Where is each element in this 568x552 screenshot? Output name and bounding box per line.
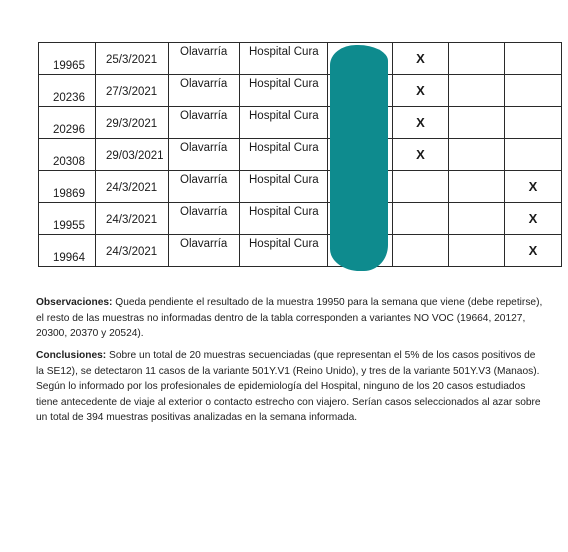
sample-id-cell-text: 19869	[53, 188, 85, 200]
table-row	[39, 139, 562, 171]
variant-cell-1	[393, 75, 449, 107]
sample-id-cell-text: 20308	[53, 156, 85, 168]
variant-cell-1	[393, 139, 449, 171]
sample-id-cell-text: 20236	[53, 92, 85, 104]
table-row	[39, 75, 562, 107]
city-cell	[169, 43, 240, 75]
observaciones-label: Observaciones:	[36, 297, 113, 308]
hospital-cell	[240, 235, 328, 267]
date-cell	[96, 75, 169, 107]
city-cell	[169, 107, 240, 139]
city-cell-text: Olavarría	[180, 46, 228, 58]
date-cell	[96, 107, 169, 139]
city-cell	[169, 171, 240, 203]
hospital-cell-text: Hospital Cura	[249, 174, 319, 186]
variant-cell-2	[449, 75, 505, 107]
sample-id-cell	[39, 203, 96, 235]
observaciones-text: Queda pendiente el resultado de la muestra 19950 para la semana que viene (debe repetirse), el resto de las muestras no informadas dentro de la tabla corresponden a variantes NO VOC (19664, 20127, 20300, 20370 y 20524).	[36, 297, 543, 339]
x-mark: X	[416, 51, 425, 66]
hospital-cell	[240, 171, 328, 203]
table-row	[39, 43, 562, 75]
date-cell-text: 24/3/2021	[106, 182, 158, 194]
date-cell-text: 27/3/2021	[106, 86, 158, 98]
city-cell-text: Olavarría	[180, 110, 228, 122]
date-cell-text: 25/3/2021	[106, 54, 158, 66]
conclusiones-text: Sobre un total de 20 muestras secuenciadas (que representan el 5% de los casos positivos de la SE12), se detectaron 11 casos de la variante 501Y.V1 (Reino Unido), y tres de la variante 501Y.V3 (Manaos). Según lo informado por los profesionales de epidemiología del Hospital, ninguno de los 20 casos estudiados tiene antecedente de viaje al exterior o contacto estrecho con viajero. Serían casos seleccionados al azar sobre un total de 394 muestras positivas analizadas en la semana informada.	[36, 350, 541, 423]
hospital-cell	[240, 43, 328, 75]
x-mark: X	[528, 243, 538, 258]
variant-cell-1	[393, 107, 449, 139]
city-cell-text: Olavarría	[180, 78, 228, 90]
hospital-cell-text: Hospital Cura	[249, 238, 319, 250]
variant-cell-3	[505, 139, 562, 171]
conclusiones-paragraph	[36, 348, 546, 426]
variant-cell-2	[449, 203, 505, 235]
sample-id-cell	[39, 75, 96, 107]
sample-id-cell-text: 20296	[53, 124, 85, 136]
variant-cell-3	[505, 171, 562, 203]
date-cell	[96, 139, 169, 171]
hospital-cell	[240, 139, 328, 171]
conclusiones-label: Conclusiones:	[36, 350, 107, 361]
variant-cell-1	[393, 171, 449, 203]
date-cell-text: 24/3/2021	[106, 214, 158, 226]
city-cell	[169, 139, 240, 171]
date-cell	[96, 235, 169, 267]
variant-cell-3	[505, 75, 562, 107]
date-cell	[96, 203, 169, 235]
date-cell-text: 29/3/2021	[106, 118, 158, 130]
hospital-cell-text: Hospital Cura	[249, 78, 319, 90]
sample-id-cell	[39, 139, 96, 171]
variant-cell-2	[449, 107, 505, 139]
table-row	[39, 235, 562, 267]
date-cell-text: 24/3/2021	[106, 246, 158, 258]
hospital-cell-text: Hospital Cura	[249, 46, 319, 58]
variant-cell-3	[505, 107, 562, 139]
hospital-cell-text: Hospital Cura	[249, 206, 319, 218]
variant-cell-3	[505, 203, 562, 235]
sample-id-cell	[39, 235, 96, 267]
observaciones-paragraph	[36, 295, 546, 342]
sample-id-cell	[39, 107, 96, 139]
sample-id-cell	[39, 171, 96, 203]
variant-cell-3	[505, 235, 562, 267]
hospital-cell	[240, 203, 328, 235]
city-cell-text: Olavarría	[180, 142, 228, 154]
x-mark: X	[416, 83, 425, 98]
variant-cell-2	[449, 171, 505, 203]
date-cell-text: 29/03/2021	[106, 150, 164, 162]
x-mark: X	[416, 115, 425, 130]
variant-cell-3	[505, 43, 562, 75]
sample-id-cell-text: 19955	[53, 220, 85, 232]
city-cell-text: Olavarría	[180, 174, 228, 186]
variant-cell-1	[393, 203, 449, 235]
redaction-overlay	[330, 45, 388, 271]
hospital-cell-text: Hospital Cura	[249, 142, 319, 154]
variant-cell-2	[449, 139, 505, 171]
variant-cell-2	[449, 235, 505, 267]
hospital-cell	[240, 107, 328, 139]
date-cell	[96, 43, 169, 75]
sample-id-cell-text: 19965	[53, 60, 85, 72]
hospital-cell-text: Hospital Cura	[249, 110, 319, 122]
sample-id-cell	[39, 43, 96, 75]
city-cell-text: Olavarría	[180, 206, 228, 218]
results-table-container	[38, 42, 562, 267]
x-mark: X	[528, 211, 538, 226]
x-mark: X	[528, 179, 538, 194]
variant-cell-1	[393, 43, 449, 75]
city-cell	[169, 75, 240, 107]
sample-id-cell-text: 19964	[53, 252, 85, 264]
results-table-body	[39, 43, 562, 267]
table-row	[39, 203, 562, 235]
x-mark: X	[416, 147, 425, 162]
results-table	[38, 42, 562, 267]
table-row	[39, 107, 562, 139]
table-row	[39, 171, 562, 203]
city-cell-text: Olavarría	[180, 238, 228, 250]
city-cell	[169, 235, 240, 267]
hospital-cell	[240, 75, 328, 107]
city-cell	[169, 203, 240, 235]
variant-cell-2	[449, 43, 505, 75]
date-cell	[96, 171, 169, 203]
variant-cell-1	[393, 235, 449, 267]
